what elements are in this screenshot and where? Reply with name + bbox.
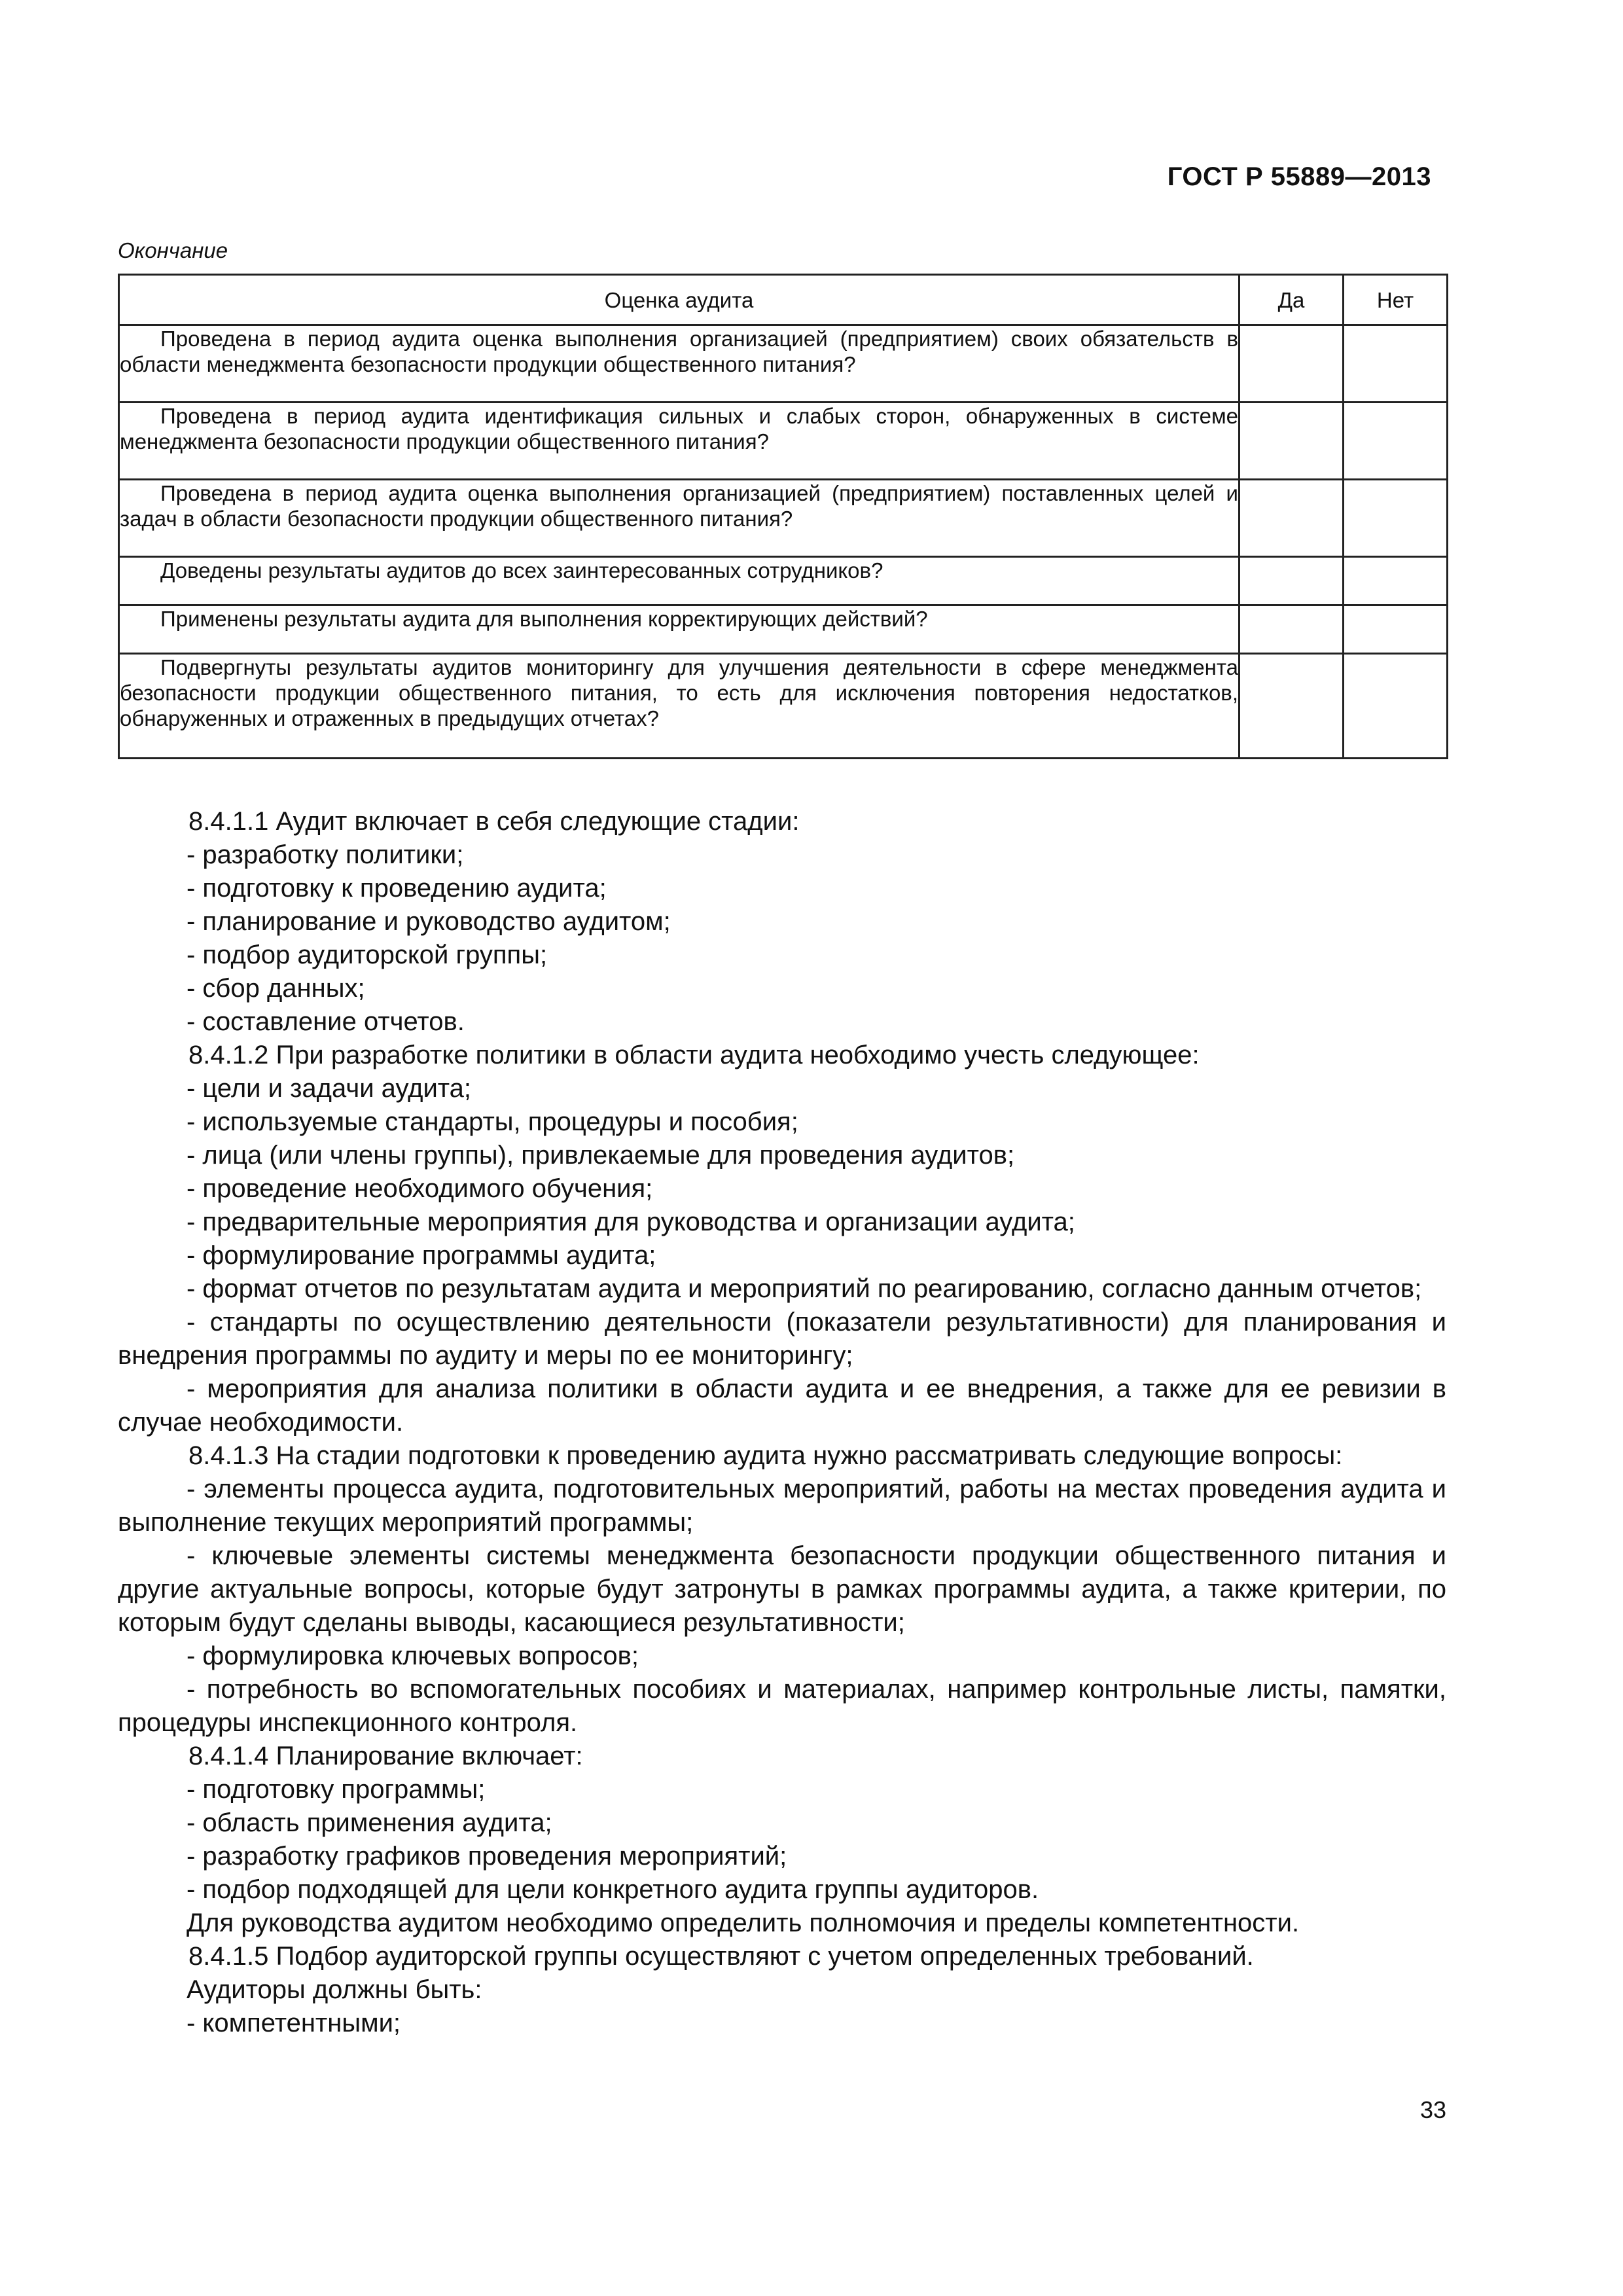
yes-cell — [1240, 605, 1344, 654]
standard-designation: ГОСТ Р 55889—2013 — [1167, 162, 1431, 191]
question-text: Проведена в период аудита идентификация сильных и слабых сторон, обнаруженных в системе менеджмента безопасности продукции общественного питания? — [120, 404, 1238, 454]
list-item: - составление отчетов. — [187, 1007, 465, 1036]
table-row — [119, 605, 1448, 654]
list-item: - лица (или члены группы), привлекаемые для проведения аудитов; — [187, 1141, 1015, 1170]
list-item: - сбор данных; — [187, 974, 365, 1003]
list-item: - компетентными; — [187, 2009, 401, 2037]
yes-cell — [1240, 557, 1344, 605]
clause-heading: 8.4.1.3 На стадии подготовки к проведению аудита нужно рассматривать следующие вопросы: — [188, 1441, 1343, 1470]
yes-cell — [1240, 325, 1344, 403]
list-item: - формулирование программы аудита; — [187, 1241, 656, 1270]
question-text: Применены результаты аудита для выполнения корректирующих действий? — [160, 607, 928, 631]
question-text: Проведена в период аудита оценка выполнения организацией (предприятием) поставленных целей и задач в области безопасности продукции общественного питания? — [120, 481, 1238, 531]
list-item: - элементы процесса аудита, подготовительных мероприятий, работы на местах проведения аудита и выполнение текущих мероприятий программы; — [118, 1475, 1446, 1537]
audit-evaluation-table — [118, 274, 1448, 759]
list-item: - мероприятия для анализа политики в области аудита и ее внедрения, а также для ее ревизии в случае необходимости. — [118, 1374, 1446, 1437]
list-item: - подготовку к проведению аудита; — [187, 874, 607, 903]
list-item: - подбор аудиторской группы; — [187, 941, 548, 969]
paragraph: Аудиторы должны быть: — [187, 1975, 482, 2004]
table-continuation-caption: Окончание — [118, 238, 228, 262]
no-cell — [1344, 325, 1448, 403]
header-question: Оценка аудита — [119, 275, 1240, 325]
list-item: - планирование и руководство аудитом; — [187, 907, 671, 936]
no-cell — [1344, 654, 1448, 759]
no-cell — [1344, 403, 1448, 480]
no-cell — [1344, 557, 1448, 605]
table-row — [119, 403, 1448, 480]
header-yes: Да — [1240, 275, 1344, 325]
list-item: - стандарты по осуществлению деятельности (показатели результативности) для планирования и внедрения программы по аудиту и меры по ее мониторингу; — [118, 1308, 1446, 1370]
list-item: - разработку графиков проведения мероприятий; — [187, 1842, 787, 1871]
list-item: - используемые стандарты, процедуры и пособия; — [187, 1107, 798, 1136]
table-row — [119, 325, 1448, 403]
list-item: - ключевые элементы системы менеджмента безопасности продукции общественного питания и другие актуальные вопросы, которые будут затронуты в рамках программы аудита, а также критерии, по которым будут сделаны выводы, касающиеся результативности; — [118, 1541, 1446, 1637]
yes-cell — [1240, 403, 1344, 480]
list-item: - формулировка ключевых вопросов; — [187, 1641, 639, 1670]
paragraph: Для руководства аудитом необходимо определить полномочия и пределы компетентности. — [187, 1909, 1300, 1937]
clause-heading: 8.4.1.4 Планирование включает: — [188, 1742, 583, 1770]
table-row — [119, 557, 1448, 605]
list-item: - предварительные мероприятия для руководства и организации аудита; — [187, 1208, 1075, 1236]
question-text: Проведена в период аудита оценка выполнения организацией (предприятием) своих обязательств в области менеджмента безопасности продукции общественного питания? — [120, 327, 1238, 376]
clause-heading: 8.4.1.1 Аудит включает в себя следующие стадии: — [188, 807, 800, 836]
list-item: - проведение необходимого обучения; — [187, 1174, 653, 1203]
list-item: - подготовку программы; — [187, 1775, 486, 1804]
yes-cell — [1240, 480, 1344, 557]
table-row — [119, 480, 1448, 557]
clause-heading: 8.4.1.2 При разработке политики в области аудита необходимо учесть следующее: — [188, 1041, 1200, 1069]
body-text — [118, 805, 1446, 2040]
header-no: Нет — [1344, 275, 1448, 325]
list-item: - область применения аудита; — [187, 1808, 552, 1837]
table-header-row — [119, 275, 1448, 325]
list-item: - подбор подходящей для цели конкретного аудита группы аудиторов. — [187, 1875, 1039, 1904]
clause-heading: 8.4.1.5 Подбор аудиторской группы осуществляют с учетом определенных требований. — [188, 1942, 1254, 1971]
question-text: Доведены результаты аудитов до всех заинтересованных сотрудников? — [160, 558, 883, 583]
question-text: Подвергнуты результаты аудитов мониторингу для улучшения деятельности в сфере менеджмента безопасности продукции общественного питания, то есть для исключения повторения недостатков, обнаруженных и отраженных в предыдущих отчетах? — [120, 655, 1238, 730]
page-number: 33 — [1419, 2096, 1446, 2123]
list-item: - разработку политики; — [187, 840, 464, 869]
yes-cell — [1240, 654, 1344, 759]
list-item: - потребность во вспомогательных пособиях и материалах, например контрольные листы, памятки, процедуры инспекционного контроля. — [118, 1675, 1446, 1737]
no-cell — [1344, 480, 1448, 557]
list-item: - цели и задачи аудита; — [187, 1074, 472, 1103]
table-row — [119, 654, 1448, 759]
list-item: - формат отчетов по результатам аудита и мероприятий по реагированию, согласно данным отчетов; — [187, 1274, 1422, 1303]
no-cell — [1344, 605, 1448, 654]
